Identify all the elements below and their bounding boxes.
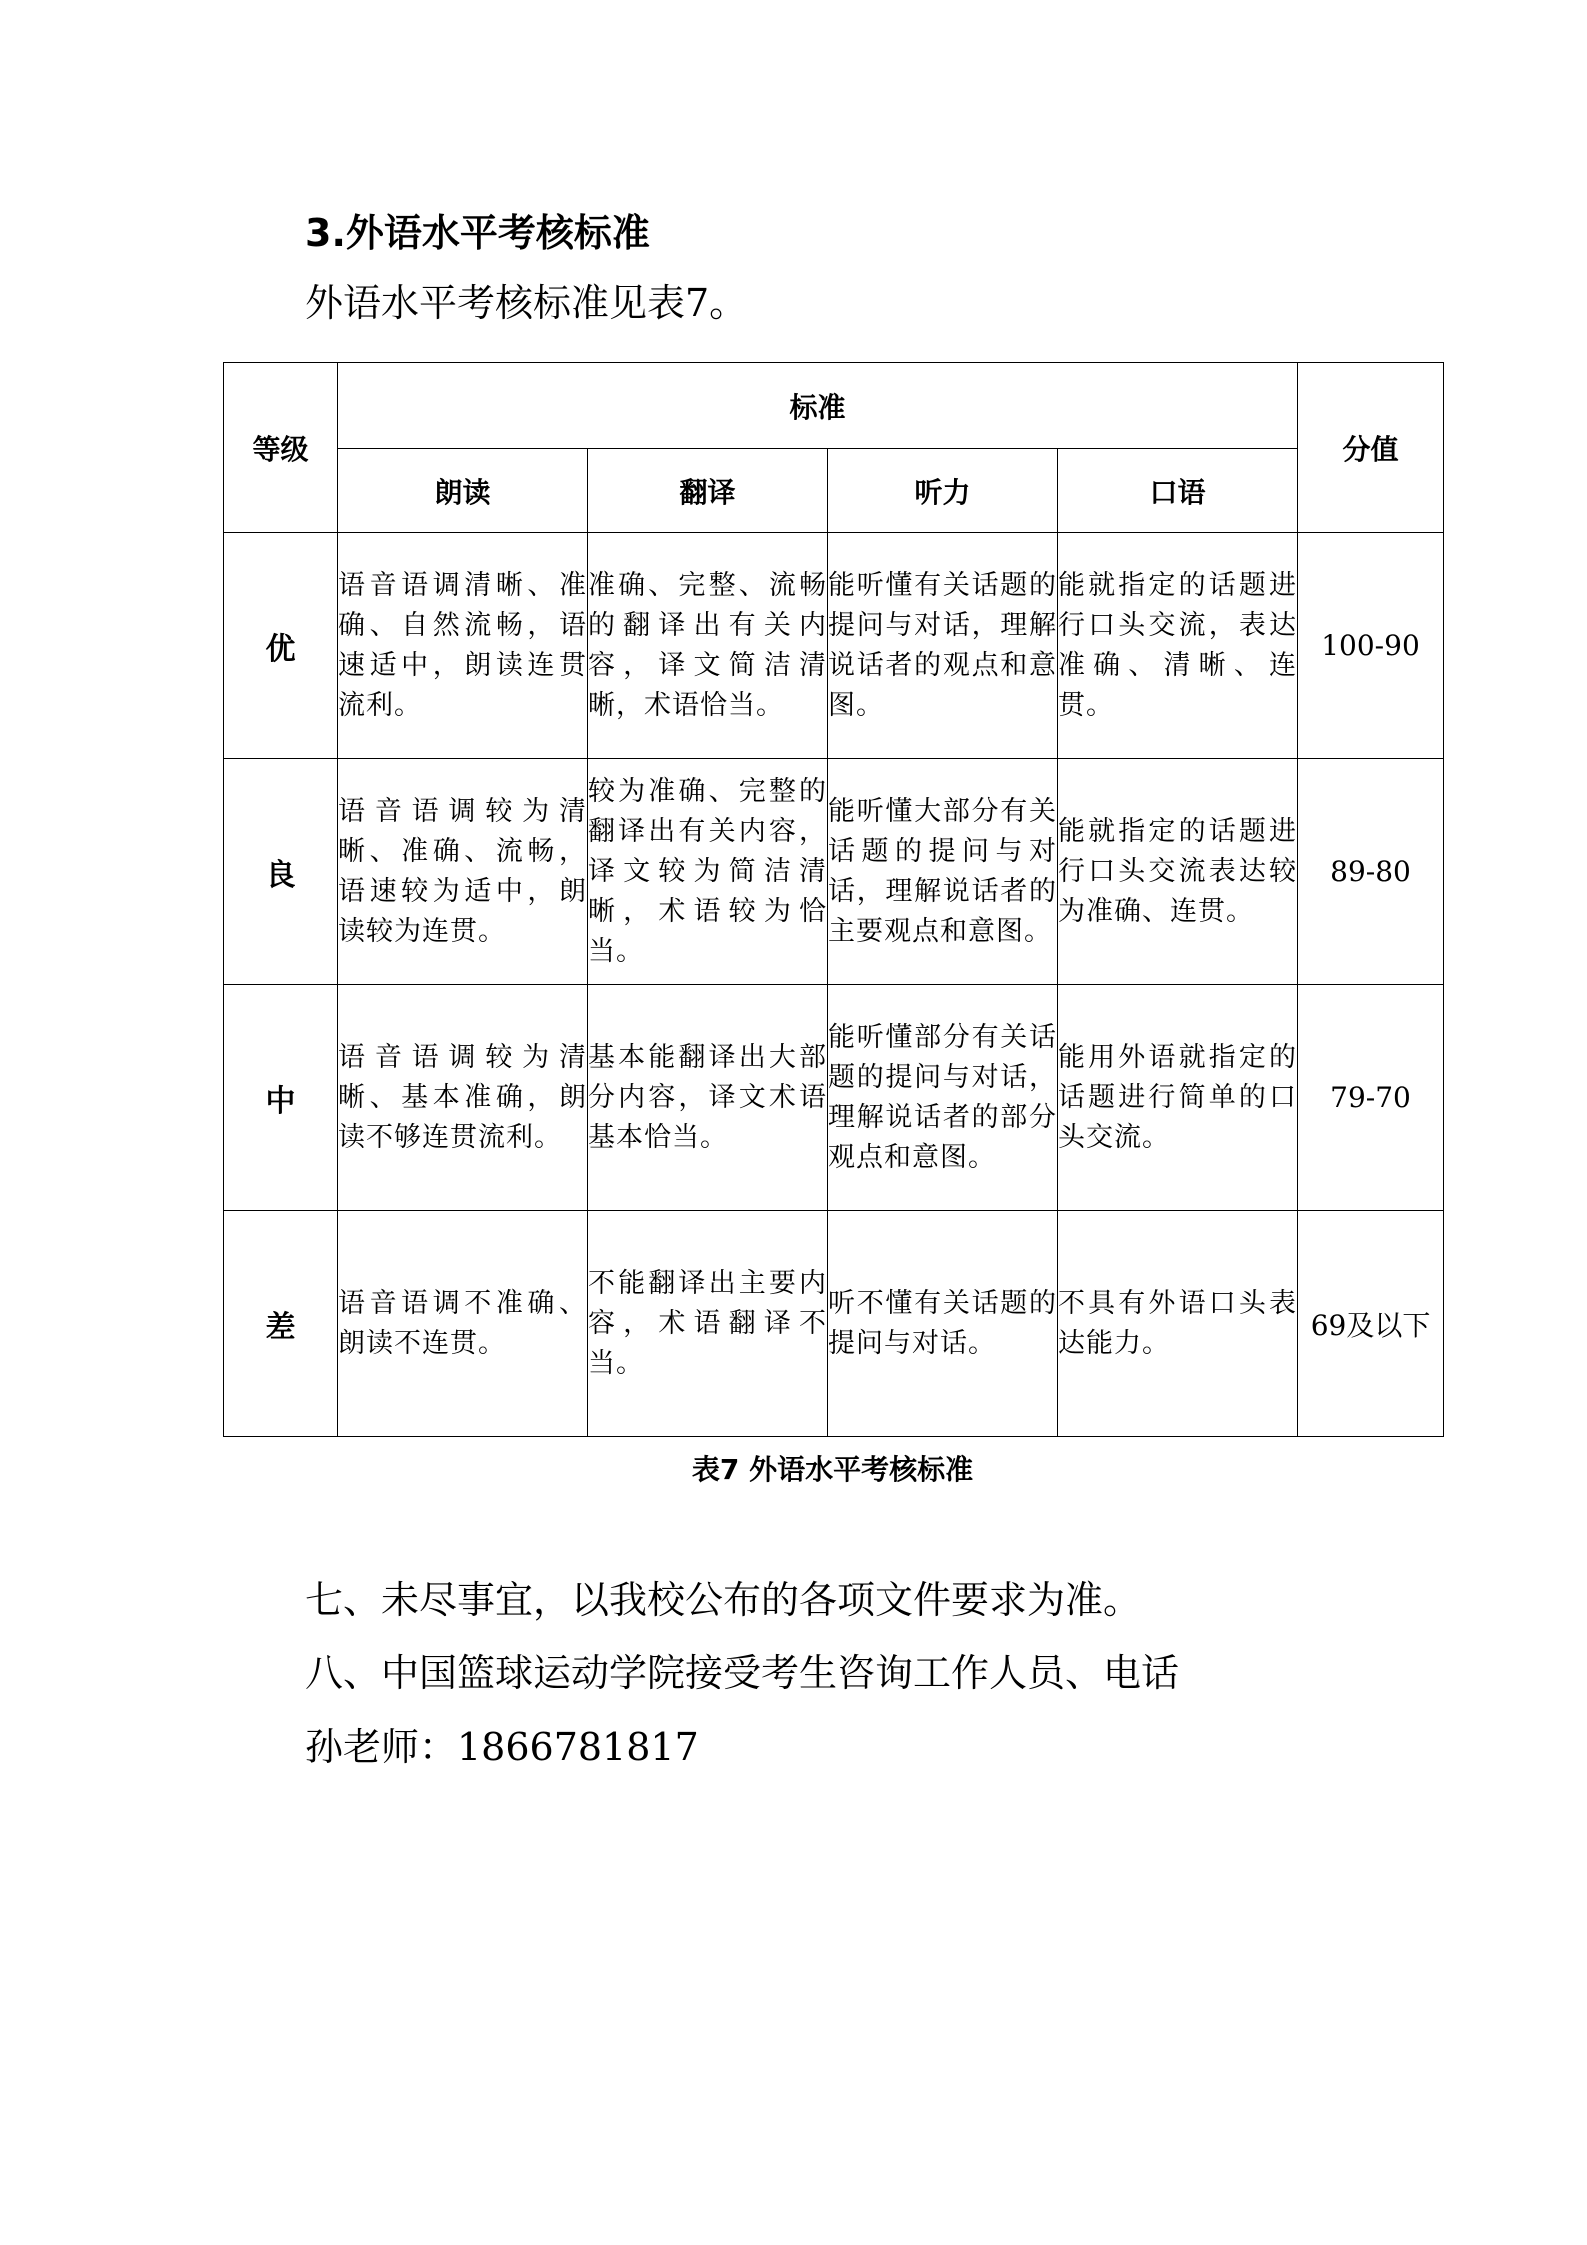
translation-cell: 不能翻译出主要内容，术语翻译不当。 — [588, 1211, 828, 1437]
listening-cell: 能听懂有关话题的提问与对话，理解说话者的观点和意图。 — [828, 533, 1058, 759]
grade-cell: 差 — [224, 1211, 338, 1437]
reading-cell: 语音语调较为清晰、基本准确，朗读不够连贯流利。 — [338, 985, 588, 1211]
standards-table — [223, 362, 1444, 1437]
table-header-row — [224, 363, 1444, 449]
score-cell: 79-70 — [1298, 985, 1444, 1211]
header-translation: 翻译 — [588, 449, 828, 533]
header-score: 分值 — [1298, 363, 1444, 533]
grade-cell: 优 — [224, 533, 338, 759]
table-row — [224, 1211, 1444, 1437]
speaking-cell: 能就指定的话题进行口头交流，表达准确、清晰、连贯。 — [1058, 533, 1298, 759]
speaking-cell: 能用外语就指定的话题进行简单的口头交流。 — [1058, 985, 1298, 1211]
translation-cell: 较为准确、完整的翻译出有关内容，译文较为简洁清晰，术语较为恰当。 — [588, 759, 828, 985]
paragraph-eight: 八、中国篮球运动学院接受考生咨询工作人员、电话 — [305, 1651, 1180, 1695]
reading-cell: 语音语调清晰、准确、自然流畅，语速适中，朗读连贯流利。 — [338, 533, 588, 759]
grade-cell: 中 — [224, 985, 338, 1211]
reading-cell: 语音语调较为清晰、准确、流畅，语速较为适中，朗读较为连贯。 — [338, 759, 588, 985]
score-cell: 100-90 — [1298, 533, 1444, 759]
table-row — [224, 759, 1444, 985]
header-reading: 朗读 — [338, 449, 588, 533]
table-subheader-row — [224, 449, 1444, 533]
table-row — [224, 533, 1444, 759]
score-cell: 89-80 — [1298, 759, 1444, 985]
header-listening: 听力 — [828, 449, 1058, 533]
intro-text: 外语水平考核标准见表7。 — [305, 281, 748, 325]
translation-cell: 准确、完整、流畅的翻译出有关内容，译文简洁清晰，术语恰当。 — [588, 533, 828, 759]
listening-cell: 能听懂部分有关话题的提问与对话，理解说话者的部分观点和意图。 — [828, 985, 1058, 1211]
header-speaking: 口语 — [1058, 449, 1298, 533]
listening-cell: 能听懂大部分有关话题的提问与对话，理解说话者的主要观点和意图。 — [828, 759, 1058, 985]
contact-line: 孙老师：1866781817 — [305, 1725, 699, 1769]
score-cell: 69及以下 — [1298, 1211, 1444, 1437]
grade-cell: 良 — [224, 759, 338, 985]
translation-cell: 基本能翻译出大部分内容，译文术语基本恰当。 — [588, 985, 828, 1211]
reading-cell: 语音语调不准确、朗读不连贯。 — [338, 1211, 588, 1437]
table-caption: 表7 外语水平考核标准 — [691, 1453, 974, 1486]
header-grade: 等级 — [224, 363, 338, 533]
speaking-cell: 能就指定的话题进行口头交流表达较为准确、连贯。 — [1058, 759, 1298, 985]
listening-cell: 听不懂有关话题的提问与对话。 — [828, 1211, 1058, 1437]
speaking-cell: 不具有外语口头表达能力。 — [1058, 1211, 1298, 1437]
section-heading: 3.外语水平考核标准 — [305, 211, 650, 255]
header-standard: 标准 — [338, 363, 1298, 449]
table-row — [224, 985, 1444, 1211]
paragraph-seven: 七、未尽事宜，以我校公布的各项文件要求为准。 — [305, 1578, 1142, 1622]
